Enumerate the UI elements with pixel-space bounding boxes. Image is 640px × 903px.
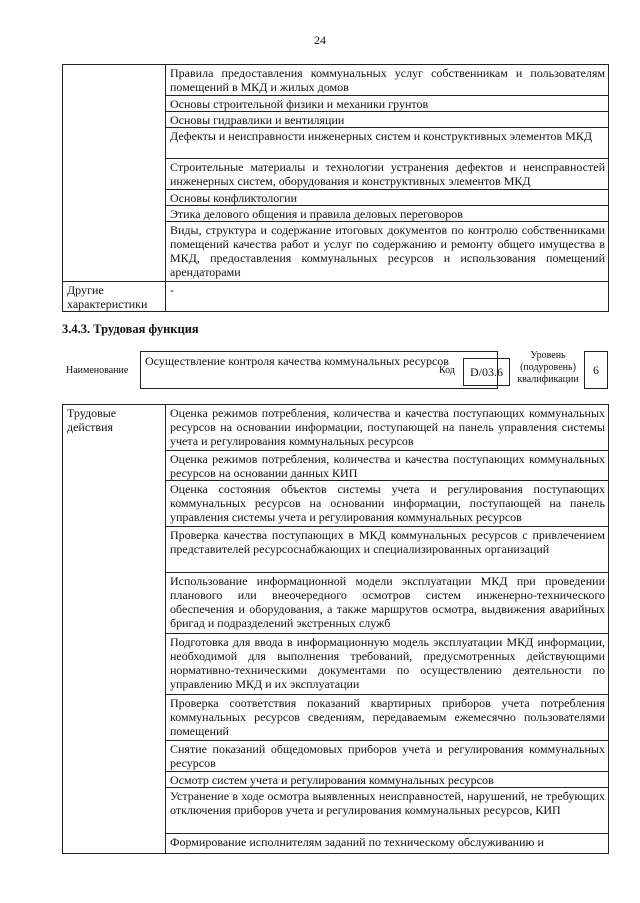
action-item: Проверка качества поступающих в МКД коммунальных ресурсов с привлечением представителей ресурсоснабжающих и специализированных организаций (166, 527, 609, 573)
section-heading: 3.4.3. Трудовая функция (62, 322, 199, 336)
page-number: 24 (314, 33, 326, 47)
action-item: Подготовка для ввода в информационную модель эксплуатации МКД информации, необходимой для выполнения требований, предусмотренных действующими нормативно-техническими документами по осуществлению деятельности по управлению МКД и их эксплуатации (166, 634, 609, 695)
level-box: 6 (584, 351, 608, 389)
table-row (63, 405, 609, 451)
code-label: Код (439, 365, 455, 376)
knowledge-item: Основы конфликтологии (166, 190, 609, 206)
name-label: Наименование (66, 365, 129, 376)
level-label: Уровень (подуровень) квалификации (517, 350, 579, 385)
action-item: Проверка соответствия показаний квартирных приборов учета потребления коммунальных ресурсов сведениям, передаваемым ежемесячно пользователями помещений (166, 695, 609, 741)
other-characteristics-label: Другие характеристики (63, 282, 166, 312)
action-item: Устранение в ходе осмотра выявленных неисправностей, нарушений, не требующих отключения приборов учета и регулирования коммунальных ресурсов, КИП (166, 788, 609, 834)
knowledge-item: Дефекты и неисправности инженерных систем и конструктивных элементов МКД (166, 128, 609, 159)
function-name-box: Осуществление контроля качества коммунальных ресурсов (140, 351, 498, 389)
labor-actions-table (62, 404, 609, 854)
action-item: Оценка состояния объектов системы учета и регулирования поступающих коммунальных ресурсов на основании информации, поступающей на панель управления системы учета и регулирования коммунальных ресурсов (166, 481, 609, 527)
knowledge-item: Строительные материалы и технологии устранения дефектов и неисправностей инженерных систем, оборудования и конструктивных элементов МКД (166, 159, 609, 190)
table-row (63, 65, 609, 96)
action-item: Использование информационной модели эксплуатации МКД при проведении планового или внеочередного осмотров систем инженерно-технического обеспечения и оборудования, а также маршрутов осмотра, выдвижения аварийных бригад и подразделений экстренных служб (166, 573, 609, 634)
knowledge-item: Основы гидравлики и вентиляции (166, 112, 609, 128)
knowledge-item: Этика делового общения и правила деловых переговоров (166, 206, 609, 222)
action-item: Снятие показаний общедомовых приборов учета и регулирования коммунальных ресурсов (166, 741, 609, 772)
other-characteristics-value: - (166, 282, 609, 312)
action-item: Формирование исполнителям заданий по техническому обслуживанию и (166, 834, 609, 854)
knowledge-table (62, 64, 609, 312)
action-item: Оценка режимов потребления, количества и качества поступающих коммунальных ресурсов на основании информации, поступающей на панель управления системы учета и регулирования коммунальных ресурсов (166, 405, 609, 451)
knowledge-item: Правила предоставления коммунальных услуг собственникам и пользователям помещений в МКД и жилых домов (166, 65, 609, 96)
table-row (63, 282, 609, 312)
knowledge-item: Основы строительной физики и механики грунтов (166, 96, 609, 112)
knowledge-label-cell (63, 65, 166, 282)
knowledge-item: Виды, структура и содержание итоговых документов по контролю собственниками помещений качества работ и услуг по содержанию и ремонту общего имущества в МКД, предоставления коммунальных ресурсов и использования помещений арендаторами (166, 222, 609, 282)
function-name-row (62, 348, 609, 392)
labor-actions-label: Трудовые действия (63, 405, 166, 854)
action-item: Оценка режимов потребления, количества и качества поступающих коммунальных ресурсов на основании данных КИП (166, 451, 609, 481)
code-box: D/03.6 (463, 358, 510, 386)
action-item: Осмотр систем учета и регулирования коммунальных ресурсов (166, 772, 609, 788)
